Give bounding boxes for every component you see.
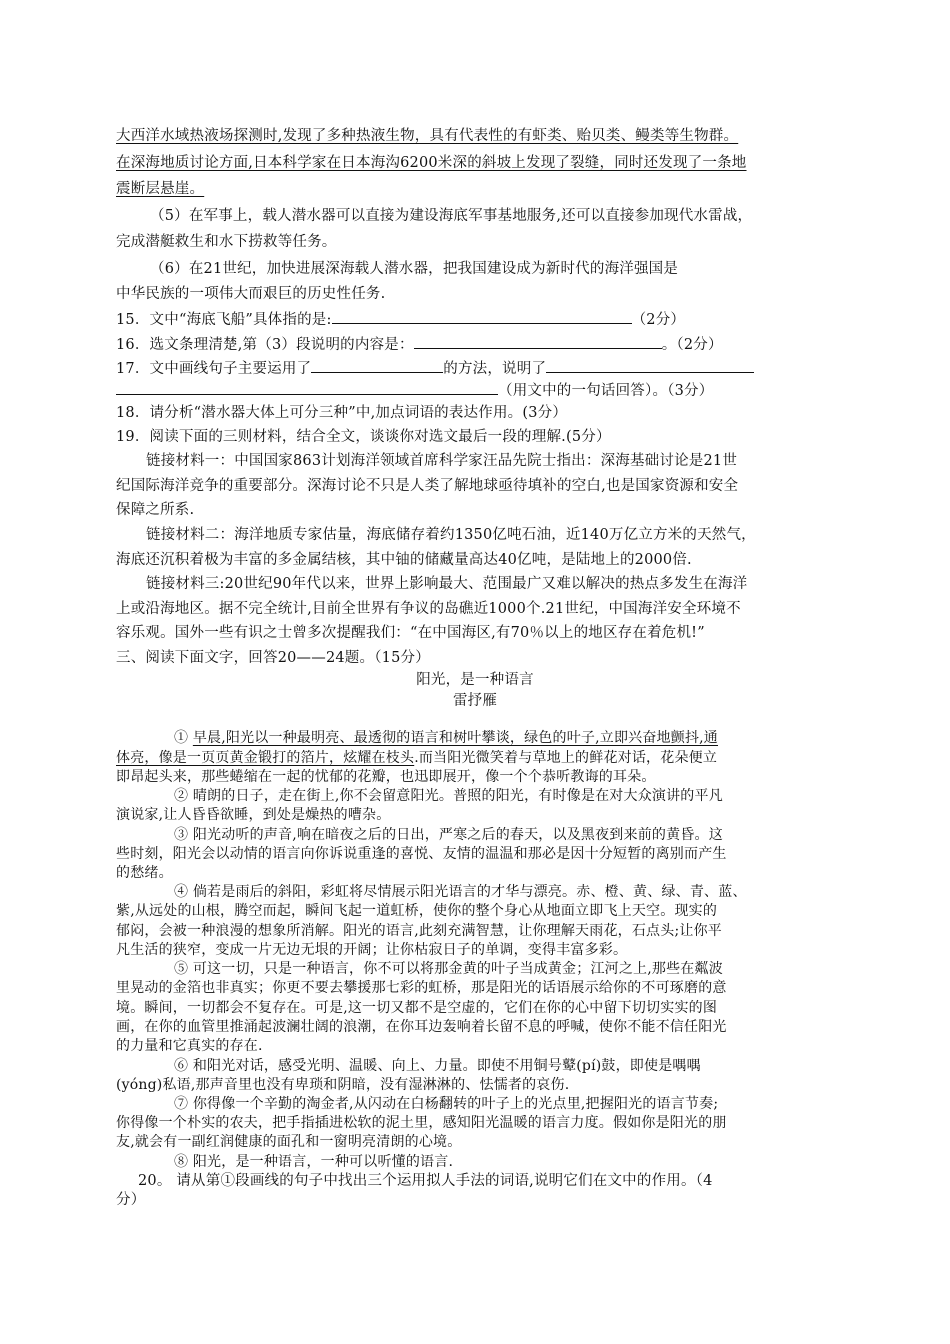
essay-line: 即昂起头来，那些蜷缩在一起的忧郁的花瓣，也迅即展开，像一个个恭听教诲的耳朵。: [116, 769, 656, 785]
essay-line: 紫,从远处的山根，腾空而起，瞬间飞起一道虹桥，使你的整个身心从地面立即飞上天空。现实的: [116, 903, 718, 919]
question-text: 15．文中“海底飞船”具体指的是:: [116, 312, 332, 328]
essay-line: 画，在你的血管里推涌起波澜壮阔的浪潮，在你耳边轰响着长留不息的呼喊，使你不能不信任阳光: [116, 1019, 727, 1035]
question-20-cont: 分）: [116, 1192, 146, 1208]
section-heading: 三、阅读下面文字，回答20——24题。（15分）: [116, 650, 430, 666]
paragraph-number: ①: [174, 730, 189, 746]
question-17-cont: [116, 380, 713, 400]
essay-line: 凡生活的狭窄，变成一片无边无垠的开阔；让你枯寂日子的单调，变得丰富多彩。: [116, 942, 628, 958]
essay-paragraph-5: ⑤ 可这一切，只是一种语言，你不可以将那金黄的叶子当成黄金；江河之上,那些在粼波: [174, 961, 723, 977]
question-text: （用文中的一句话回答）。（3分）: [498, 383, 714, 399]
question-20: 20。 请从第①段画线的句子中找出三个运用拟人手法的词语,说明它们在文中的作用。（4: [138, 1173, 713, 1189]
underlined-sentence: 体亮，像是一页页黄金锻打的箔片，炫耀在枝头: [116, 750, 415, 766]
question-15: [116, 309, 685, 329]
material-line: 容乐观。国外一些有识之士曾多次提醒我们：“在中国海区,有70％以上的地区存在着危机!”: [116, 625, 705, 641]
material-line: 链接材料三:20世纪90年代以来，世界上影响最大、范围最广又难以解决的热点多发生在海洋: [146, 576, 748, 592]
essay-paragraph-8: ⑧ 阳光，是一种语言，一种可以听懂的语言.: [174, 1154, 454, 1170]
essay-line: [116, 749, 717, 767]
underlined-line: 在深海地质讨论方面,日本科学家在日本海沟6200米深的斜坡上发现了裂缝，同时还发现了一条地: [116, 155, 747, 171]
sentence: .而当阳光微笑着与草地上的鲜花对话，花朵便立: [414, 750, 718, 766]
answer-blank[interactable]: [414, 334, 662, 349]
paragraph-line: （6）在21世纪，加快进展深海载人潜水器，把我国建设成为新时代的海洋强国是: [150, 261, 679, 277]
essay-line: 的愁绪。: [116, 865, 173, 881]
essay-line: 你得像一个朴实的农夫，把手指插进松软的泥土里，感知阳光温暖的语言力度。假如你是阳光的朋: [116, 1115, 727, 1131]
material-line: 链接材料二：海洋地质专家估量，海底储存着约1350亿吨石油，近140万亿立方米的天然气，: [146, 527, 756, 543]
question-text: 的方法，说明了: [443, 361, 547, 377]
essay-paragraph-3: ③ 阳光动听的声音,响在暗夜之后的日出，严寒之后的春天，以及黑夜到来前的黄昏。这: [174, 827, 723, 843]
essay-line: 演说家,让人昏昏欲睡，到处是燥热的嘈杂。: [116, 807, 391, 823]
answer-blank[interactable]: [116, 380, 498, 395]
paragraph-line: （5）在军事上，载人潜水器可以直接为建设海底军事基地服务,还可以直接参加现代水雷战，: [150, 208, 753, 224]
underlined-line: 震断层悬崖。: [116, 181, 205, 197]
paragraph-line: 完成潜艇救生和水下捞救等任务。: [116, 234, 337, 250]
essay-paragraph-7: ⑦ 你得像一个辛勤的淘金者,从闪动在白杨翻转的叶子上的光点里,把握阳光的语言节奏;: [174, 1096, 719, 1112]
essay-line: (yóng)私语,那声音里也没有卑琐和阴暗，没有湿淋淋的、怯懦者的哀伤.: [116, 1077, 570, 1093]
essay-paragraph-4: ④ 倘若是雨后的斜阳，彩虹将尽情展示阳光语言的才华与漂亮。赤、橙、黄、绿、青、蓝、: [174, 884, 747, 900]
material-line: 链接材料一：中国国家863计划海洋领域首席科学家汪品先院士指出：深海基础讨论是21世: [146, 453, 738, 469]
answer-blank[interactable]: [311, 358, 443, 373]
material-line: 纪国际海洋竞争的重要部分。深海讨论不只是人类了解地球亟待填补的空白,也是国家资源和安全: [116, 478, 739, 494]
question-17: [116, 358, 754, 378]
essay-line: 境。瞬间，一切都会不复存在。可是,这一切又都不是空虚的，它们在你的心中留下切切实实的图: [116, 1000, 718, 1016]
material-line: 上或沿海地区。据不完全统计,目前全世界有争议的岛礁近1000个.21世纪，中国海洋安全环境不: [116, 601, 741, 617]
score-text: 。（2分）: [661, 337, 723, 353]
paragraph-line: 中华民族的一项伟大而艰巨的历史性任务.: [116, 286, 386, 302]
essay-line: 友,就会有一副红润健康的面孔和一窗明亮清朗的心境。: [116, 1134, 462, 1150]
material-line: 保障之所系.: [116, 502, 195, 518]
question-18: 18．请分析“潜水器大体上可分三种”中,加点词语的表达作用。(3分）: [116, 405, 568, 421]
essay-paragraph-1: [174, 729, 718, 747]
essay-line: 里晃动的金箔也非真实；你更不要去攀援那七彩的虹桥，那是阳光的话语展示给你的不可琢磨的意: [116, 980, 727, 996]
underlined-sentence: 早晨,阳光以一种最明亮、最透彻的语言和树叶攀谈，绿色的叶子,立即兴奋地颤抖,通: [192, 730, 719, 746]
question-text: 17．文中画线句子主要运用了: [116, 361, 312, 377]
score-text: （2分）: [631, 312, 686, 328]
question-19: 19．阅读下面的三则材料，结合全文，谈谈你对选文最后一段的理解.(5分）: [116, 429, 611, 445]
answer-blank[interactable]: [332, 309, 632, 324]
underlined-line: 大西洋水域热液场探测时,发现了多种热液生物，具有代表性的有虾类、贻贝类、鳗类等生物群。: [116, 128, 739, 144]
essay-line: 郁闷，会被一种浪漫的想象所消解。阳光的语言,此刻充满智慧，让你理解天雨花，石点头;让你平: [116, 923, 722, 939]
essay-line: 的力量和它真实的存在.: [116, 1038, 263, 1054]
answer-blank[interactable]: [546, 358, 754, 373]
essay-line: 些时刻，阳光会以动情的语言向你诉说重逢的喜悦、友情的温温和那必是因十分短暂的离别而产生: [116, 846, 727, 862]
essay-author: 雷抒雁: [452, 693, 498, 709]
material-line: 海底还沉积着极为丰富的多金属结核，其中铀的储藏量高达40亿吨，是陆地上的2000倍.: [116, 552, 692, 568]
question-text: 16．选文条理清楚,第（3）段说明的内容是：: [116, 337, 414, 353]
question-16: [116, 334, 723, 354]
essay-paragraph-2: ② 晴朗的日子，走在街上,你不会留意阳光。普照的阳光，有时像是在对大众演讲的平凡: [174, 788, 723, 804]
essay-title: 阳光，是一种语言: [416, 672, 534, 688]
essay-paragraph-6: ⑥ 和阳光对话，感受光明、温暖、向上、力量。即使不用铜号鼙(pí)鼓，即使是喁喁: [174, 1058, 701, 1074]
